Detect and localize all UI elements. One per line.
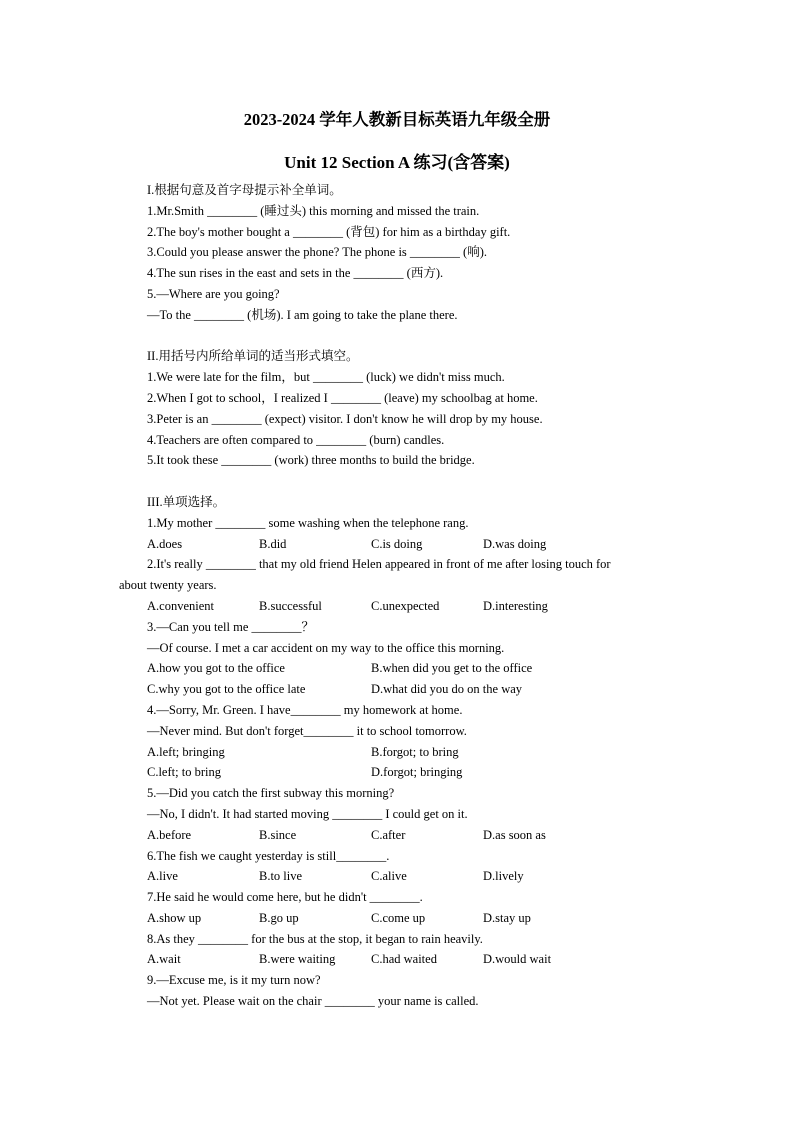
option-b: B.when did you get to the office	[371, 661, 533, 676]
question-stem: 3.—Can you tell me ________？	[147, 619, 314, 634]
section-1-item: 5.—Where are you going?	[147, 286, 280, 301]
option-d: D.as soon as	[483, 827, 546, 842]
section-2-item: 4.Teachers are often compared to ________ (burn) candles.	[147, 432, 445, 447]
question-response: —No, I didn't. It had started moving ________ I could get on it.	[147, 806, 468, 821]
option-c: C.left; to bring	[147, 765, 221, 780]
answer-options	[147, 762, 677, 783]
answer-options	[147, 866, 677, 887]
option-d: D.lively	[483, 869, 524, 884]
option-b: B.successful	[259, 598, 322, 613]
answer-options	[147, 742, 677, 763]
section-3-heading: III.单项选择。	[147, 494, 226, 509]
question-stem: 6.The fish we caught yesterday is still________.	[147, 848, 390, 863]
section-1-item: 4.The sun rises in the east and sets in the ________ (西方).	[147, 266, 444, 281]
question-stem: 5.—Did you catch the first subway this morning?	[147, 786, 395, 801]
option-d: D.what did you do on the way	[371, 682, 523, 697]
answer-options	[147, 825, 677, 846]
question-response: —Not yet. Please wait on the chair ________ your name is called.	[147, 994, 479, 1009]
section-1-item: 3.Could you please answer the phone? The phone is ________ (响).	[147, 245, 487, 260]
section-2-item: 5.It took these ________ (work) three months to build the bridge.	[147, 453, 475, 468]
option-b: B.to live	[259, 869, 303, 884]
option-b: B.since	[259, 827, 297, 842]
option-a: A.left; bringing	[147, 744, 225, 759]
option-d: D.forgot; bringing	[371, 765, 463, 780]
question-response: —Of course. I met a car accident on my way to the office this morning.	[147, 640, 505, 655]
answer-options	[147, 658, 677, 679]
question-stem-continuation: about twenty years.	[119, 578, 217, 593]
answer-options	[147, 596, 677, 617]
option-a: A.live	[147, 869, 178, 884]
answer-options	[147, 534, 677, 555]
question-stem: 4.—Sorry, Mr. Green. I have________ my homework at home.	[147, 702, 463, 717]
option-c: C.after	[371, 827, 406, 842]
section-1-item: 2.The boy's mother bought a ________ (背包) for him as a birthday gift.	[147, 224, 511, 239]
section-1-item: 1.Mr.Smith ________ (睡过头) this morning and missed the train.	[147, 203, 480, 218]
question-stem: 9.—Excuse me, is it my turn now?	[147, 973, 321, 988]
option-a: A.wait	[147, 952, 181, 967]
document-title: 2023-2024 学年人教新目标英语九年级全册	[243, 110, 551, 129]
answer-options	[147, 949, 677, 970]
option-b: B.did	[259, 536, 287, 551]
section-2-item: 1.We were late for the film，but ________ (luck) we didn't miss much.	[147, 370, 505, 385]
option-a: A.does	[147, 536, 183, 551]
section-1-heading: I.根据句意及首字母提示补全单词。	[147, 183, 342, 197]
option-c: C.unexpected	[371, 598, 440, 613]
section-2-item: 2.When I got to school，I realized I ________ (leave) my schoolbag at home.	[147, 390, 538, 405]
question-response: —Never mind. But don't forget________ it to school tomorrow.	[147, 723, 467, 738]
document-subtitle: Unit 12 Section A 练习(含答案)	[284, 153, 510, 172]
option-b: B.forgot; to bring	[371, 744, 459, 759]
question-stem: 8.As they ________ for the bus at the stop, it began to rain heavily.	[147, 931, 483, 946]
option-d: D.stay up	[483, 910, 531, 925]
option-a: A.convenient	[147, 598, 214, 613]
section-2-heading: II.用括号内所给单词的适当形式填空。	[147, 349, 359, 364]
option-d: D.would wait	[483, 952, 552, 967]
option-b: B.go up	[259, 910, 299, 925]
option-a: A.before	[147, 827, 192, 842]
option-b: B.were waiting	[259, 952, 336, 967]
answer-options	[147, 679, 677, 700]
option-c: C.alive	[371, 869, 407, 884]
section-2-item: 3.Peter is an ________ (expect) visitor. I don't know he will drop by my house.	[147, 411, 543, 426]
option-c: C.come up	[371, 910, 426, 925]
option-d: D.interesting	[483, 598, 548, 613]
exercise-content	[119, 180, 677, 1012]
option-c: C.is doing	[371, 536, 423, 551]
section-1-item: —To the ________ (机场). I am going to take the plane there.	[147, 307, 458, 322]
answer-options	[147, 908, 677, 929]
question-stem: 1.My mother ________ some washing when the telephone rang.	[147, 515, 469, 530]
question-stem: 7.He said he would come here, but he didn't ________.	[147, 890, 423, 905]
option-c: C.had waited	[371, 952, 437, 967]
option-d: D.was doing	[483, 536, 547, 551]
option-c: C.why you got to the office late	[147, 682, 306, 697]
option-a: A.how you got to the office	[147, 661, 285, 676]
question-stem: 2.It's really ________ that my old friend Helen appeared in front of me after losing touch for	[147, 557, 611, 572]
option-a: A.show up	[147, 910, 202, 925]
